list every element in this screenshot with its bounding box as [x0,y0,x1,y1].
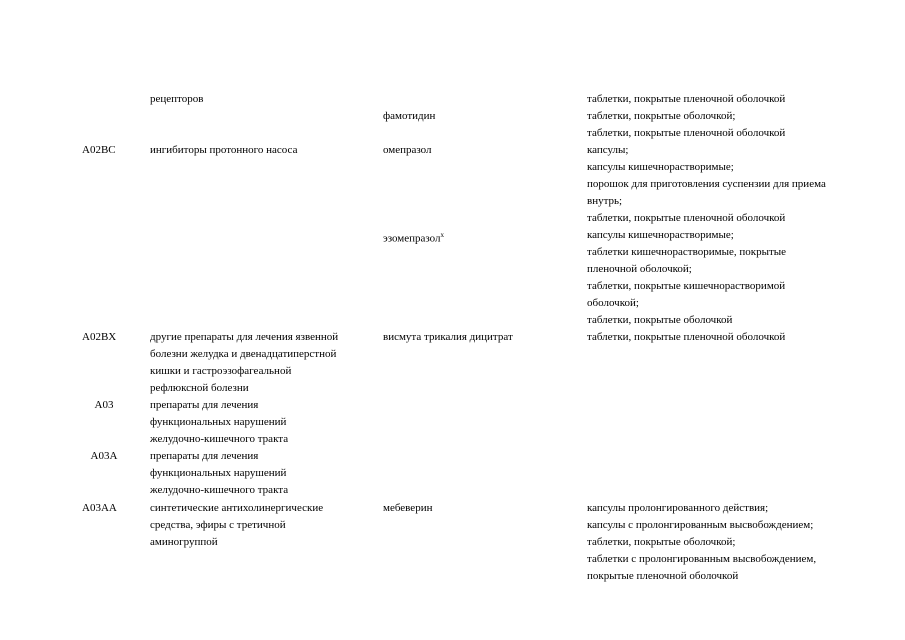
drug-name: омепразол [383,144,432,156]
drug-name [383,227,444,248]
group-name-line: рецепторов [150,93,204,105]
atc-code: A03AA [82,502,117,514]
group-name-line: другие препараты для лечения язвенной [150,331,339,343]
dosage-form-line: капсулы; [587,144,629,156]
group-name-line: рефлюксной болезни [150,382,249,394]
drug-name: висмута трикалия дицитрат [383,331,513,343]
group-name-line: ингибиторы протонного насоса [150,144,298,156]
atc-code: A02BC [82,144,116,156]
dosage-form-line: таблетки, покрытые пленочной оболочкой [587,127,786,139]
group-name-line: препараты для лечения [150,450,259,462]
group-name-line: кишки и гастроэзофагеальной [150,365,292,377]
atc-code: A02BX [82,331,117,343]
dosage-form-line: капсулы с пролонгированным высвобождением; [587,519,814,531]
group-name-line: болезни желудка и двенадцатиперстной [150,348,337,360]
atc-code: A03 [94,399,114,411]
dosage-form-line: таблетки, покрытые пленочной оболочкой [587,331,786,343]
group-name-line: функциональных нарушений [150,467,287,479]
atc-code: A03A [90,450,118,462]
dosage-form-line: таблетки, покрытые пленочной оболочкой [587,93,786,105]
dosage-form-line: капсулы пролонгированного действия; [587,502,769,514]
group-name-line: желудочно-кишечного тракта [150,484,289,496]
dosage-form-line: таблетки с пролонгированным высвобождением, [587,553,817,565]
footnote-mark: x [440,231,445,239]
dosage-form-line: пленочной оболочкой; [587,263,692,275]
dosage-form-line: капсулы кишечнорастворимые; [587,229,734,241]
dosage-form-line: капсулы кишечнорастворимые; [587,161,734,173]
group-name-line: аминогруппой [150,536,218,548]
dosage-form-line: таблетки кишечнорастворимые, покрытые [587,246,787,258]
dosage-form-line: внутрь; [587,195,623,207]
dosage-form-line: таблетки, покрытые пленочной оболочкой [587,212,786,224]
dosage-form-line: таблетки, покрытые кишечнорастворимой [587,280,786,292]
dosage-form-line: таблетки, покрытые оболочкой; [587,536,736,548]
group-name-line: средства, эфиры с третичной [150,519,286,531]
dosage-form-line: порошок для приготовления суспензии для приема [587,178,826,190]
dosage-form-line: таблетки, покрытые оболочкой [587,314,733,326]
drug-name-text: эзомепразол [383,232,441,245]
drug-name: фамотидин [383,110,436,122]
group-name-line: функциональных нарушений [150,416,287,428]
dosage-form-line: оболочкой; [587,297,639,309]
dosage-form-line: таблетки, покрытые оболочкой; [587,110,736,122]
dosage-form-line: покрытые пленочной оболочкой [587,570,739,582]
group-name-line: препараты для лечения [150,399,259,411]
group-name-line: синтетические антихолинергические [150,502,324,514]
group-name-line: желудочно-кишечного тракта [150,433,289,445]
drug-name: мебеверин [383,502,433,514]
